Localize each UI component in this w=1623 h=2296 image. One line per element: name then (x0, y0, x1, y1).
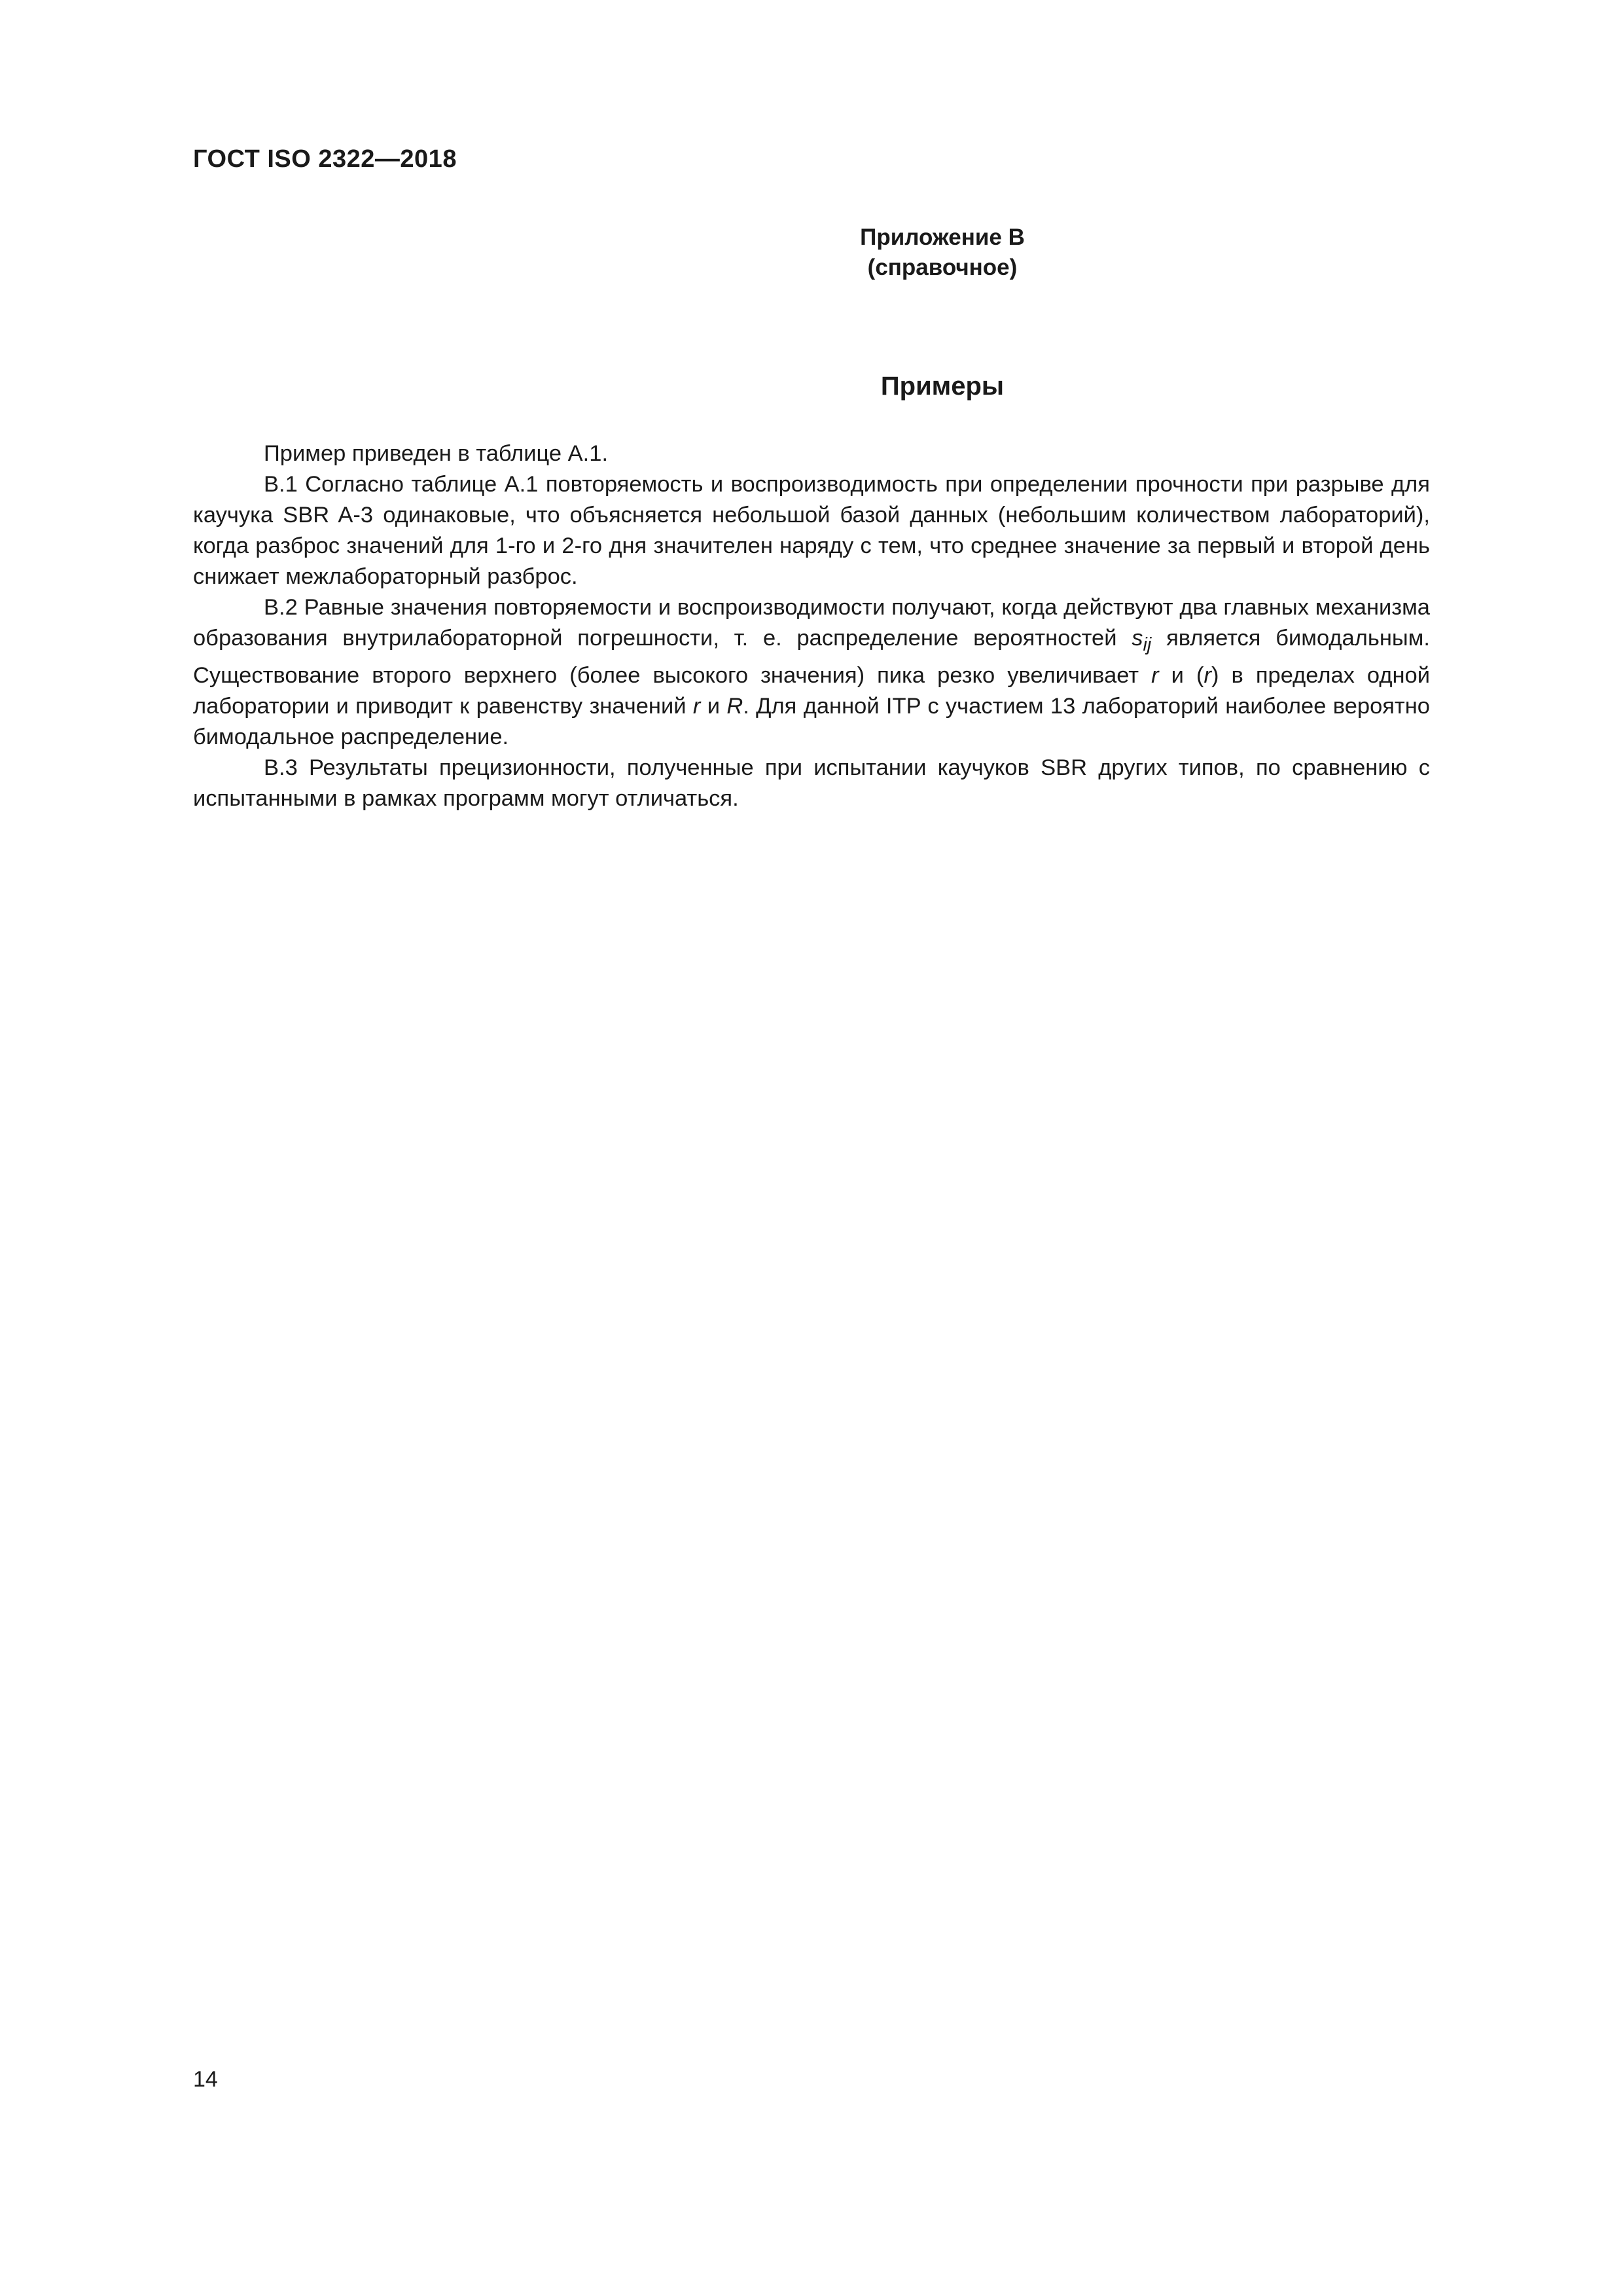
paragraph-b2-text: и (700, 693, 727, 719)
paragraph-b2-text: В.2 Равные значения повторяемости и воспроизводимости получают, когда действуют два главных механизма образования внутрилабораторной погрешности, т. е. распределение вероятностей (193, 595, 1430, 651)
symbol-r: r (1204, 662, 1211, 688)
appendix-title: Приложение В (860, 224, 1025, 250)
paragraph-b1: В.1 Согласно таблице А.1 повторяемость и воспроизводимость при определении прочности при разрыве для каучука SBR A-3 одинаковые, что объясняется небольшой базой данных (небольшим количеством лабораторий), когда разброс значений для 1-го и 2-го дня значителен наряду с тем, что среднее значение за первый и второй день снижает межлабораторный разброс. (193, 472, 1430, 589)
body-text (193, 439, 1430, 814)
paragraph-b3: В.3 Результаты прецизионности, полученные при испытании каучуков SBR других типов, по сравнению с испытанными в рамках программ могут отличаться. (193, 755, 1430, 811)
symbol-s: s (1132, 626, 1143, 651)
document-header: ГОСТ ISO 2322—2018 (193, 145, 457, 173)
page-number: 14 (193, 2067, 218, 2092)
symbol-r: r (692, 693, 701, 719)
appendix-subtitle: (справочное) (867, 255, 1018, 280)
symbol-R: R (726, 693, 743, 719)
section-heading (193, 372, 1430, 401)
paragraph-intro: Пример приведен в таблице А.1. (264, 441, 609, 466)
symbol-ij: ij (1143, 634, 1152, 655)
paragraph-b2-text: и ( (1158, 662, 1204, 688)
paragraph-b2-text: является бимодальным. Существование второго верхнего (более высокого значения) пика резко увеличивает (193, 626, 1430, 688)
paragraph-b2 (193, 592, 1430, 753)
symbol-r: r (1151, 662, 1159, 688)
appendix-heading (193, 223, 1430, 283)
paragraph-b2-text: ) в пределах одной лаборатории и приводит к равенству значений (193, 662, 1430, 719)
paragraph-b2-text: . Для данной ITP с участием 13 лабораторий наиболее вероятно бимодальное распределение. (193, 693, 1430, 749)
section-title: Примеры (880, 372, 1005, 401)
